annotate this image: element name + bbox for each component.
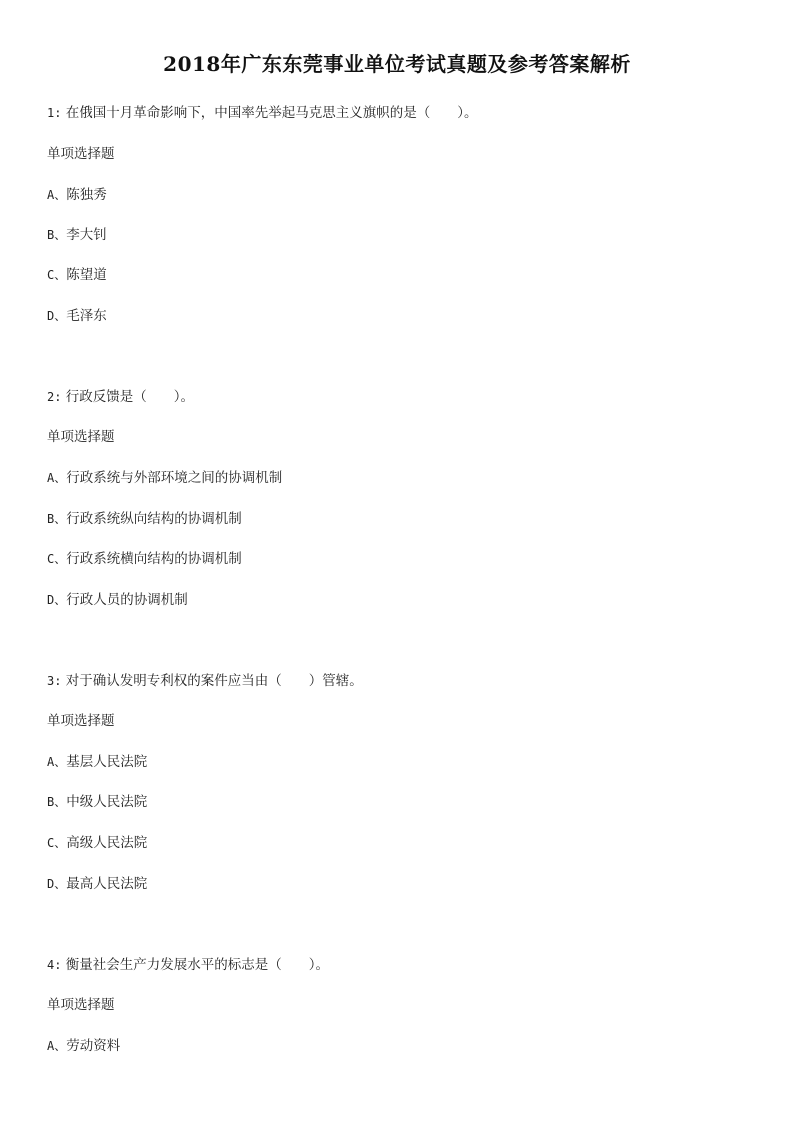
option-letter: D、	[47, 309, 67, 323]
option-text: 中级人民法院	[66, 794, 148, 810]
option-text: 行政人员的协调机制	[66, 592, 188, 608]
question-3-stem: 对于确认发明专利权的案件应当由（ ）管辖。	[65, 673, 363, 689]
question-3-type: 单项选择题	[47, 713, 115, 729]
question-3-option-b	[47, 793, 147, 811]
option-letter: B、	[47, 795, 67, 809]
option-letter: C、	[47, 552, 67, 566]
option-letter: C、	[47, 836, 67, 850]
option-text: 陈望道	[66, 267, 107, 283]
question-2-stem: 行政反馈是（ ）。	[65, 389, 194, 405]
option-text: 劳动资料	[66, 1038, 121, 1054]
option-text: 基层人民法院	[66, 754, 148, 770]
question-3-option-a	[47, 753, 147, 771]
question-3-option-d	[47, 875, 147, 893]
question-4-type: 单项选择题	[47, 997, 115, 1013]
question-4-option-a	[47, 1037, 120, 1055]
question-3-stem-line	[47, 672, 363, 690]
option-text: 李大钊	[66, 227, 107, 243]
question-1-number: 1:	[47, 106, 62, 120]
question-2-number: 2:	[47, 390, 62, 404]
option-text: 行政系统与外部环境之间的协调机制	[66, 470, 283, 486]
option-letter: A、	[47, 188, 67, 202]
option-letter: C、	[47, 268, 67, 282]
question-4-stem: 衡量社会生产力发展水平的标志是（ ）。	[65, 957, 329, 973]
question-1-stem-line	[47, 104, 478, 122]
question-1-stem: 在俄国十月革命影响下，中国率先举起马克思主义旗帜的是（ ）。	[65, 105, 478, 121]
question-1-option-c	[47, 266, 107, 284]
question-2-type: 单项选择题	[47, 429, 115, 445]
question-3-number: 3:	[47, 674, 62, 688]
option-text: 行政系统纵向结构的协调机制	[66, 511, 242, 527]
question-2-option-d	[47, 591, 188, 609]
option-text: 高级人民法院	[66, 835, 148, 851]
option-letter: D、	[47, 593, 67, 607]
option-letter: D、	[47, 877, 67, 891]
option-letter: A、	[47, 755, 67, 769]
option-letter: B、	[47, 512, 67, 526]
document-title: 2018年广东东莞事业单位考试真题及参考答案解析	[163, 52, 631, 76]
question-1-type: 单项选择题	[47, 146, 115, 162]
question-2-stem-line	[47, 388, 194, 406]
question-1-option-a	[47, 186, 107, 204]
question-1-option-d	[47, 307, 107, 325]
option-text: 行政系统横向结构的协调机制	[66, 551, 242, 567]
question-2-option-b	[47, 510, 242, 528]
option-letter: A、	[47, 1039, 67, 1053]
option-letter: A、	[47, 471, 67, 485]
option-text: 最高人民法院	[66, 876, 148, 892]
question-1-option-b	[47, 226, 107, 244]
question-3-option-c	[47, 834, 147, 852]
question-2-option-a	[47, 469, 282, 487]
option-letter: B、	[47, 228, 67, 242]
question-4-number: 4:	[47, 958, 62, 972]
question-2-option-c	[47, 550, 242, 568]
question-4-stem-line	[47, 956, 329, 974]
option-text: 毛泽东	[66, 308, 107, 324]
option-text: 陈独秀	[66, 187, 107, 203]
